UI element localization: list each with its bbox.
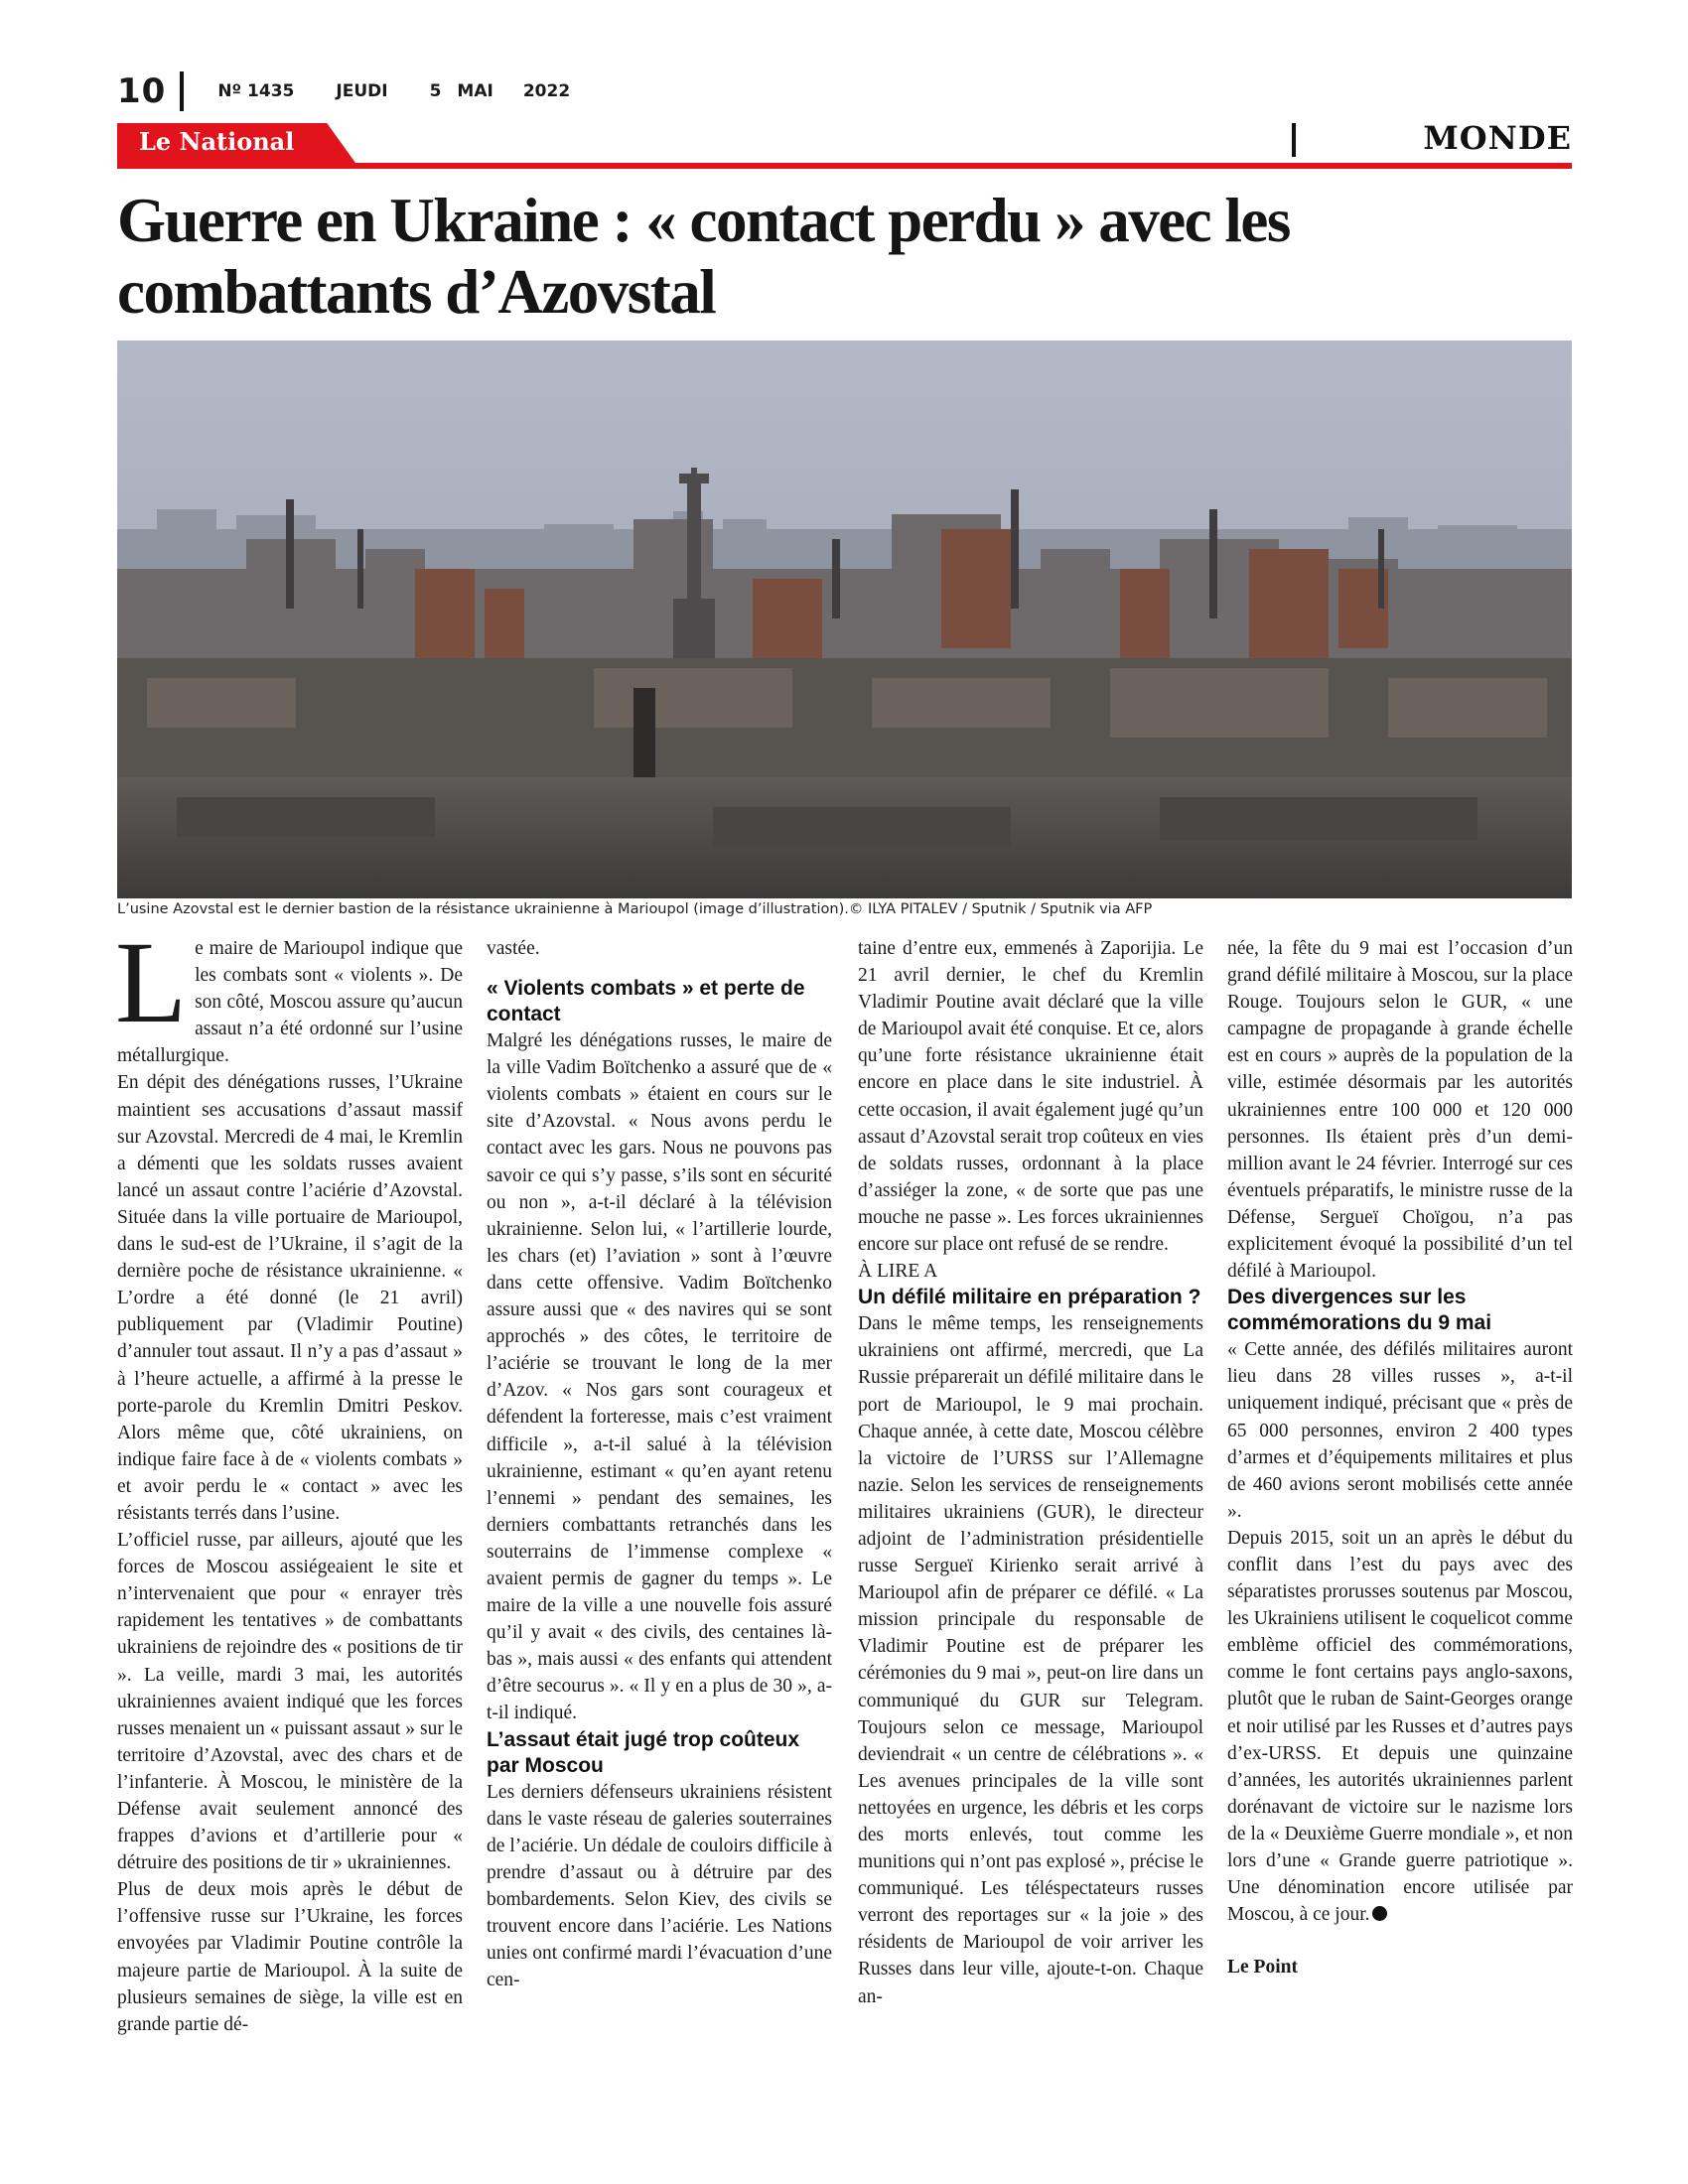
signature: Le Point bbox=[1227, 1957, 1298, 1979]
paragraph: vastée. bbox=[487, 938, 540, 959]
year: 2022 bbox=[522, 81, 571, 101]
subheading: Des divergences sur les commémorations du 9 mai bbox=[1227, 1286, 1492, 1335]
paragraph: Les derniers défenseurs ukrainiens résistent dans le vaste réseau de galeries souterraines de l’aciérie. Un dédale de couloirs difficile à prendre d’assaut ou à détruire par des bombardements. Selon Kiev, des civils se trouvent encore dans l’aciérie. Les Nations unies ont confirmé mardi l’évacuation d’une cen- bbox=[487, 1781, 832, 1991]
dropcap: L bbox=[115, 917, 188, 1047]
paragraph: née, la fête du 9 mai est l’occasion d’un grand défilé militaire à Moscou, sur la place Rouge. Toujours selon le GUR, « une campagne de propagande à grande échelle est en cours » auprès de la population de la ville, estimée désormais par les autorités ukrainiennes entre 100 000 et 120 000 personnes. Ils étaient près d’un demi-million avant le 24 février. Interrogé sur ces éventuels préparatifs, le ministre russe de la Défense, Sergueï Choïgou, n’a pas explicitement évoqué la possibilité d’un tel défilé à Marioupol. bbox=[1227, 938, 1573, 1283]
lead-paragraph bbox=[115, 917, 463, 1069]
paragraph: L’officiel russe, par ailleurs, ajouté que les forces de Moscou assiégeaient le site et n’intervenaient que pour « enrayer très rapidement les tentatives » de combattants ukrainiens de rejoindre des « positions de tir ». La veille, mardi 3 mai, les autorités ukrainiennes avaient indiqué que les forces russes menaient un « puissant assaut » sur le territoire d’Azovstal, avec des chars et de l’infanterie. À Moscou, le ministère de la Défense avait seulement annoncé des frappes d’avions et d’artillerie pour « détruire des positions de tir » ukrainiennes. bbox=[117, 1530, 463, 1874]
paragraph: Plus de deux mois après le début de l’offensive russe sur l’Ukraine, les forces envoyées par Vladimir Poutine contrôle la majeure partie de Marioupol. À la suite de plusieurs semaines de siège, la ville est en grande partie dé- bbox=[117, 1879, 463, 2035]
subheading: L’assaut était jugé trop coûteux par Moscou bbox=[487, 1727, 800, 1777]
brand-bar bbox=[117, 119, 1572, 171]
month: MAI bbox=[457, 81, 493, 101]
weekday: JEUDI bbox=[336, 81, 388, 101]
paragraph: Malgré les dénégations russes, le maire de la ville Vadim Boïtchenko a assuré que de « violents combats » étaient en cours sur le site d’Azovstal. « Nous avons perdu le contact avec les gars. Nous ne pouvons pas savoir ce qui s’y passe, s’ils sont en sécurité ou non », a-t-il déclaré à la télévision ukrainienne. Selon lui, « l’artillerie lourde, les chars (et) l’aviation » sont à l’œuvre dans cette offensive. Vadim Boïtchenko assure aussi que « des navires qui se sont approchés » des côtes, le territoire de l’aciérie se trouvant le long de la mer d’Azov. « Nos gars sont courageux et défendent la forteresse, mais c’est vraiment difficile », a-t-il salué à la télévision ukrainienne, estimant « qu’en ayant retenu l’ennemi » pendant des semaines, les derniers combattants retranchés dans les souterrains de l’immense complexe « avaient permis de gagner du temps ». Le maire de la ville a une nouvelle fois assuré qu’il y avait « des civils, des centaines là-bas », mais aussi « des enfants qui attendent d’être secourus ». « Il y en a plus de 30 », a-t-il indiqué. bbox=[487, 1030, 832, 1724]
page-number: 10 bbox=[117, 71, 167, 111]
column-3 bbox=[858, 935, 1203, 2010]
closing-paragraph bbox=[1227, 1525, 1573, 1928]
issue-number: Nº 1435 bbox=[217, 81, 295, 101]
lead-text: e maire de Marioupol indique que les combats sont « violents ». De son côté, Moscou assure qu’aucun assaut n’a été ordonné sur l’usine métallurgique. bbox=[117, 938, 463, 1067]
headline: Guerre en Ukraine : « contact perdu » avec les combattants d’Azovstal bbox=[117, 186, 1290, 327]
paragraph: taine d’entre eux, emmenés à Zaporijia. Le 21 avril dernier, le chef du Kremlin Vladimir Poutine avait déclaré que la ville de Marioupol avait été conquise. Et ce, alors qu’une forte résistance ukrainienne était encore en place dans le site industriel. À cette occasion, il avait également jugé qu’un assaut d’Azovstal serait trop coûteux en vies de soldats russes, ordonnant à la place d’assiéger la zone, « de sorte que pas une mouche ne passe ». Les forces ukrainiennes encore sur place ont refusé de se rendre. bbox=[858, 938, 1203, 1256]
column-2 bbox=[487, 935, 832, 1993]
paragraph: « Cette année, des défilés militaires auront lieu dans 28 villes russes », a-t-il uniquement indiqué, précisant que « près de 65 000 personnes, environ 2 400 types d’armes et d’équipements militaires et plus de 460 avions seront mobilisés cette année ». bbox=[1227, 1339, 1573, 1522]
paragraph: En dépit des dénégations russes, l’Ukraine maintient ses accusations d’assaut massif sur Azovstal. Mercredi de 4 mai, le Kremlin a démenti que les soldats russes avaient lancé un assaut contre l’aciérie d’Azovstal. Située dans la ville portuaire de Marioupol, dans le sud-est de l’Ukraine, il s’agit de la dernière poche de résistance ukrainienne. « L’ordre a été donné (le 21 avril) publiquement par (Vladimir Poutine) d’annuler tout assaut. Il n’y a pas d’assaut » à l’heure actuelle, a affirmé à la presse le porte-parole du Kremlin Dmitri Peskov. Alors même que, côté ukrainiens, on indique faire face à de « violents combats » et avoir perdu le « contact » avec les résistants terrés dans l’usine. bbox=[117, 1072, 463, 1524]
page-header bbox=[117, 69, 612, 113]
section-divider bbox=[1292, 123, 1296, 157]
page-number-divider bbox=[180, 71, 184, 111]
read-also-link[interactable]: À LIRE A bbox=[858, 1261, 938, 1283]
section-name: MONDE bbox=[1423, 119, 1572, 157]
article-photo bbox=[117, 341, 1572, 898]
brand-name: Le National bbox=[139, 127, 295, 156]
header-rule bbox=[117, 163, 1572, 169]
subheading: Un défilé militaire en préparation ? bbox=[858, 1286, 1201, 1309]
paragraph: Dans le même temps, les renseignements ukrainiens ont affirmé, mercredi, que La Russie préparerait un défilé militaire dans le port de Marioupol, le 9 mai prochain. Chaque année, à cette date, Moscou célèbre la victoire de l’URSS sur l’Allemagne nazie. Selon les services de renseignements militaires ukrainiens (GUR), le directeur adjoint de l’administration présidentielle russe Sergueï Kirienko serait arrivé à Marioupol afin de préparer ce défilé. « La mission principale du responsable de Vladimir Poutine est de préparer les cérémonies du 9 mai », peut-on lire dans un communiqué du GUR sur Telegram. Toujours selon ce message, Marioupol deviendrait « un centre de célébrations ». « Les avenues principales de la ville sont nettoyées en urgence, les débris et les corps des morts enlevés, tout comme les munitions qui n’ont pas explosé », précise le communiqué. Les téléspectateurs russes verront des reportages sur « la joie » des résidents de Marioupol de voir arriver les Russes dans leur ville, ajoute-t-on. Chaque an- bbox=[858, 1313, 1203, 2007]
closing-text: Depuis 2015, soit un an après le début du conflit dans l’est du pays avec des séparatistes prorusses soutenus par Moscou, les Ukrainiens utilisent le coquelicot comme emblème officiel des commémorations, comme le font certains pays anglo-saxons, plutôt que le ruban de Saint-Georges orange et noir utilisé par les Russes et d’autres pays d’ex-URSS. Et depuis une quinzaine d’années, les autorités ukrainiennes parlent dorénavant de victoire sur le nazisme lors de la « Deuxième Guerre mondiale », et non lors d’une « Grande guerre patriotique ». Une dénomination encore utilisée par Moscou, à ce jour. bbox=[1227, 1527, 1573, 1926]
end-mark-icon bbox=[1372, 1906, 1387, 1921]
column-1 bbox=[115, 917, 463, 2038]
day: 5 bbox=[429, 81, 442, 101]
subheading: « Violents combats » et perte de contact bbox=[487, 977, 805, 1026]
photo-caption: L’usine Azovstal est le dernier bastion de la résistance ukrainienne à Marioupol (image d’illustration).© ILYA PITALEV / Sputnik / Sputnik via AFP bbox=[117, 901, 1153, 917]
column-4 bbox=[1227, 935, 1573, 1980]
